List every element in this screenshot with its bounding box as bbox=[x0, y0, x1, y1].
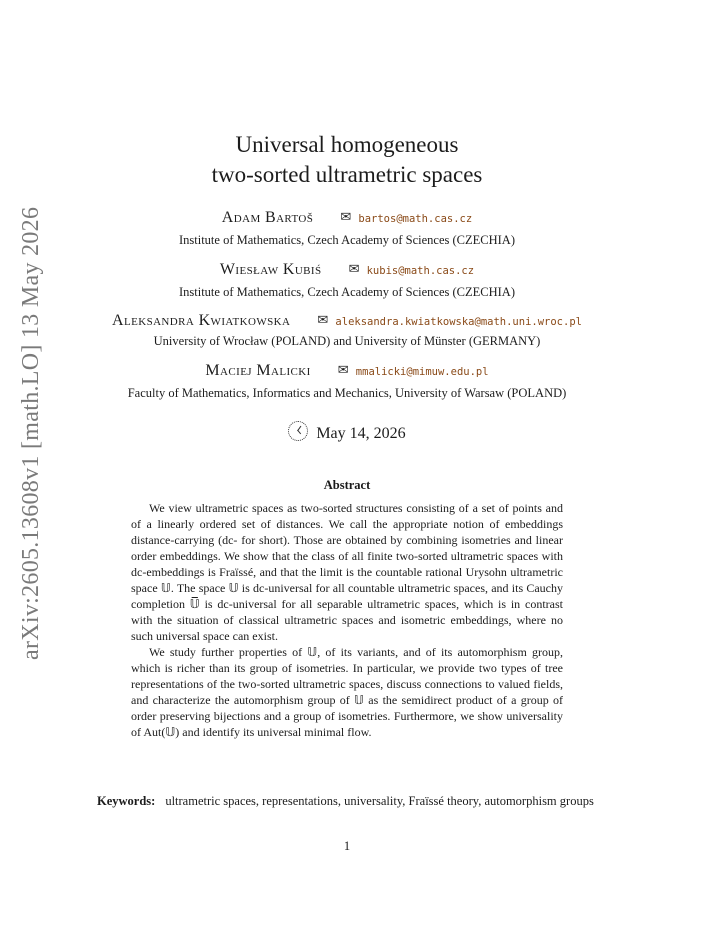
keywords-label: Keywords: bbox=[97, 794, 156, 808]
keywords-text: ultrametric spaces, representations, universality, Fraïssé theory, automorphism groups bbox=[165, 794, 594, 808]
author-email[interactable]: kubis@math.cas.cz bbox=[366, 265, 475, 277]
author-row-3 bbox=[0, 310, 694, 330]
paper-date: May 14, 2026 bbox=[316, 425, 406, 442]
author-name: Maciej Malicki bbox=[205, 362, 311, 379]
envelope-icon: ✉ bbox=[348, 262, 360, 277]
title-line-1: Universal homogeneous bbox=[235, 132, 459, 157]
arxiv-stamp-text: arXiv:2605.13608v1 [math.LO] 13 May 2026 bbox=[18, 206, 44, 660]
author-name: Wiesław Kubiś bbox=[219, 261, 322, 278]
author-email[interactable]: mmalicki@mimuw.edu.pl bbox=[355, 366, 489, 378]
author-row-2 bbox=[0, 259, 694, 279]
author-name: Aleksandra Kwiatkowska bbox=[112, 312, 291, 329]
author-affiliation: Institute of Mathematics, Czech Academy of Sciences (CZECHIA) bbox=[178, 233, 515, 247]
envelope-icon: ✉ bbox=[340, 210, 352, 225]
keywords bbox=[97, 793, 597, 810]
author-affiliation: Institute of Mathematics, Czech Academy of Sciences (CZECHIA) bbox=[178, 285, 515, 299]
author-row-4 bbox=[0, 360, 694, 380]
author-email[interactable]: bartos@math.cas.cz bbox=[358, 213, 473, 225]
abstract-paragraph: We study further properties of 𝕌, of its variants, and of its automorphism group, which is richer than its group of isometries. In particular, we provide two types of tree representations of the two-sorted ultrametric spaces, discuss connections to valued fields, and characterize the automorphism group of 𝕌 as the semidirect product of a group of order preserving bijections and a group of isometries. Furthermore, we show universality of Aut(𝕌) and identify its universal minimal flow. bbox=[131, 645, 563, 739]
envelope-icon: ✉ bbox=[317, 313, 329, 328]
author-name: Adam Bartoš bbox=[221, 209, 314, 226]
abstract-heading: Abstract bbox=[323, 478, 371, 492]
author-row-1 bbox=[0, 207, 694, 227]
clock-icon bbox=[288, 421, 308, 441]
envelope-icon: ✉ bbox=[337, 363, 349, 378]
abstract-paragraph: We view ultrametric spaces as two-sorted structures consisting of a set of points and of a linearly ordered set of distances. We call the appropriate notion of embeddings distance-carrying (dc- for short). Those are obtained by combining isometries and linear order embeddings. We show that the class of all finite two-sorted ultrametric spaces with dc-embeddings is Fraïssé, and that the limit is the countable rational Urysohn ultrametric space 𝕌. The space 𝕌 is dc-universal for all countable ultrametric spaces, and its Cauchy completion 𝕌̅ is dc-universal for all separable ultrametric spaces, which is in contrast with the situation of classical ultrametric spaces and isometric embeddings, where no such universal space can exist. bbox=[131, 501, 563, 643]
date-line bbox=[0, 421, 694, 443]
author-affiliation: Faculty of Mathematics, Informatics and Mechanics, University of Warsaw (POLAND) bbox=[127, 386, 567, 400]
author-affiliation: University of Wrocław (POLAND) and University of Münster (GERMANY) bbox=[153, 334, 541, 348]
page-number: 1 bbox=[343, 839, 351, 853]
paper-title bbox=[0, 130, 694, 190]
abstract-body bbox=[131, 500, 563, 740]
author-email[interactable]: aleksandra.kwiatkowska@math.uni.wroc.pl bbox=[335, 316, 582, 328]
title-line-2: two-sorted ultrametric spaces bbox=[211, 162, 483, 187]
